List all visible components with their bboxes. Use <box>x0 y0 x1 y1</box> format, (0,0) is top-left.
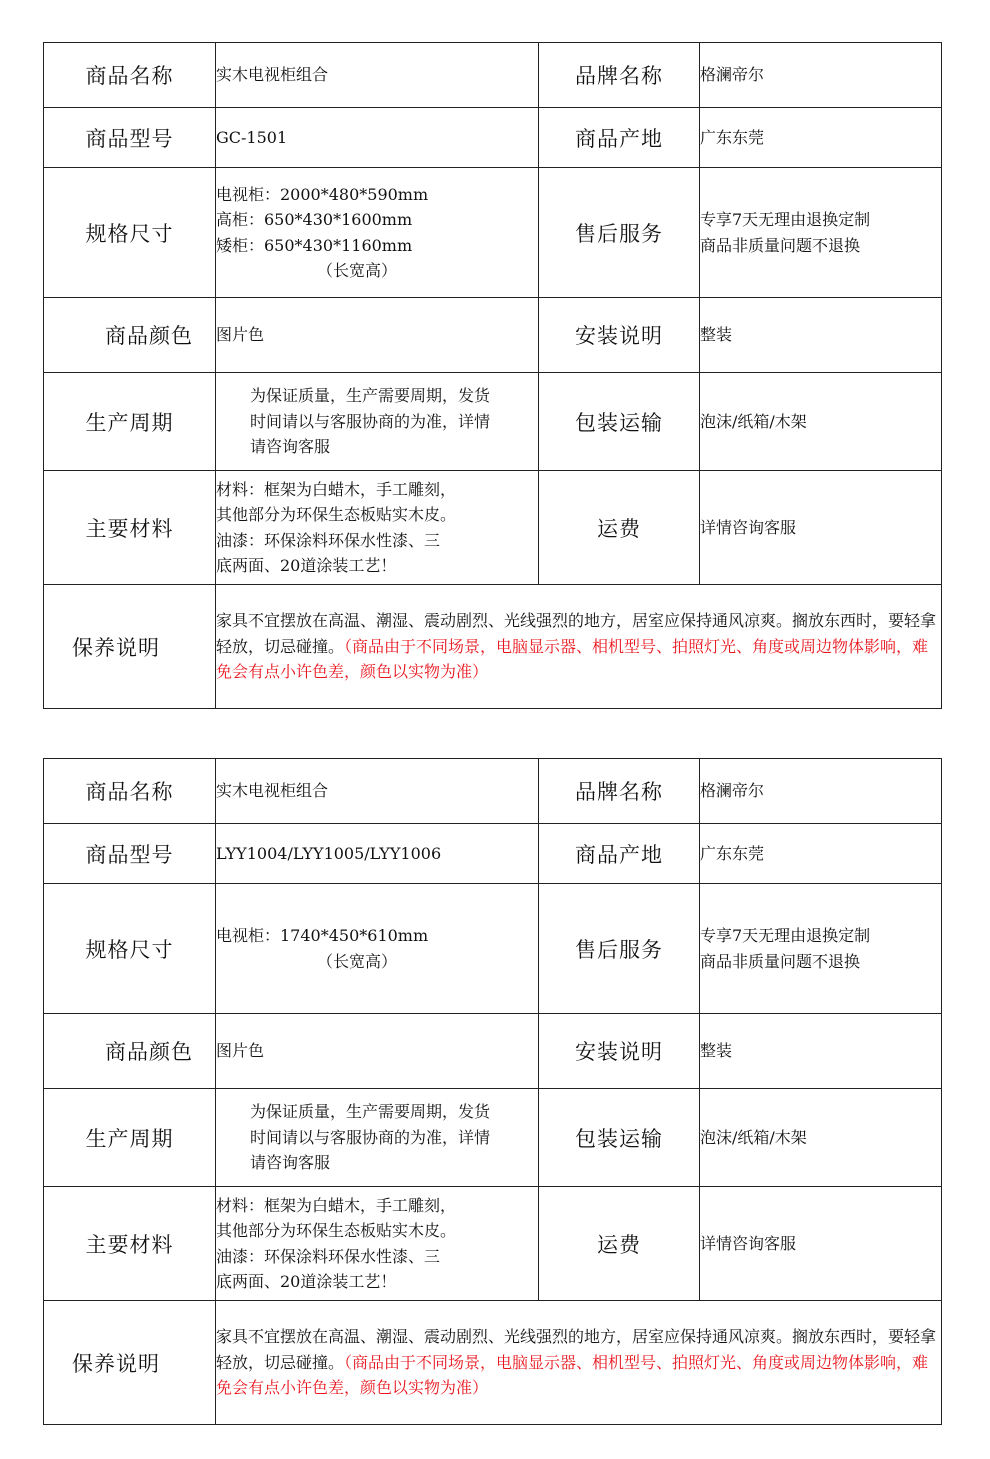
brand-label: 品牌名称 <box>539 43 700 108</box>
model-line: LYY1004/LYY1005/LYY1006 <box>216 843 442 863</box>
color-label: 商品颜色 <box>44 298 216 373</box>
shipping-value <box>700 1187 942 1301</box>
production-cycle-line: 时间请以与客服协商的为准，详情 <box>250 1127 491 1147</box>
color-line: 图片色 <box>216 1041 265 1061</box>
model-line: GC-1501 <box>216 127 288 147</box>
after-sales-line: 专享7天无理由退换定制 <box>700 210 871 229</box>
origin-value <box>700 108 942 168</box>
after-sales-label: 售后服务 <box>539 884 700 1014</box>
materials-value <box>216 471 539 585</box>
product-name-value <box>216 759 539 824</box>
table-row <box>44 1014 942 1089</box>
after-sales-value <box>700 168 942 298</box>
materials-line: 其他部分为环保生态板贴实木皮。 <box>216 505 457 524</box>
production-cycle-value <box>216 1089 539 1187</box>
color-disclaimer: （商品由于不同场景，电脑显示器、相机型号、拍照灯光、角度或周边物体影响，难免会有点小许色差，颜色以实物为准） <box>216 1352 929 1398</box>
table-row-care <box>44 585 942 709</box>
production-cycle-line: 请咨询客服 <box>250 1153 331 1173</box>
dimensions-line: 电视柜：2000*480*590mm <box>216 184 429 204</box>
materials-line: 底两面、20道涂装工艺！ <box>216 556 397 575</box>
packaging-value <box>700 1089 942 1187</box>
production-cycle-value <box>216 373 539 471</box>
origin-line: 广东东莞 <box>700 127 765 147</box>
after-sales-label: 售后服务 <box>539 168 700 298</box>
installation-value <box>700 1014 942 1089</box>
dimensions-line: 电视柜：1740*450*610mm <box>216 926 429 945</box>
care-instructions-value <box>216 1301 942 1425</box>
shipping-label: 运费 <box>539 471 700 585</box>
dimensions-line: 矮柜：650*430*1160mm <box>216 235 413 255</box>
product-name-label: 商品名称 <box>44 43 216 108</box>
shipping-value <box>700 471 942 585</box>
production-cycle-line: 请咨询客服 <box>250 437 331 457</box>
origin-value <box>700 824 942 884</box>
origin-label: 商品产地 <box>539 108 700 168</box>
product-name-label: 商品名称 <box>44 759 216 824</box>
table-row <box>44 43 942 108</box>
table-row <box>44 168 942 298</box>
materials-line: 材料：框架为白蜡木，手工雕刻， <box>216 479 457 499</box>
installation-label: 安装说明 <box>539 298 700 373</box>
dimensions-value <box>216 168 539 298</box>
materials-line: 油漆：环保涂料环保水性漆、三 <box>216 1246 441 1266</box>
brand-value <box>700 759 942 824</box>
color-value <box>216 1014 539 1089</box>
production-cycle-line: 为保证质量，生产需要周期，发货 <box>250 1102 491 1122</box>
spec-table <box>43 42 942 709</box>
brand-value <box>700 43 942 108</box>
table-row <box>44 1089 942 1187</box>
model-label: 商品型号 <box>44 824 216 884</box>
table-row <box>44 108 942 168</box>
color-disclaimer: （商品由于不同场景，电脑显示器、相机型号、拍照灯光、角度或周边物体影响，难免会有点小许色差，颜色以实物为准） <box>216 636 929 682</box>
care-instructions-value <box>216 585 942 709</box>
dimension-unit-note: （长宽高） <box>316 261 397 280</box>
brand-label: 品牌名称 <box>539 759 700 824</box>
packaging-label: 包装运输 <box>539 1089 700 1187</box>
table-row <box>44 1187 942 1301</box>
production-cycle-label: 生产周期 <box>44 373 216 471</box>
materials-line: 油漆：环保涂料环保水性漆、三 <box>216 530 441 550</box>
spec-table <box>43 758 942 1425</box>
after-sales-value <box>700 884 942 1014</box>
model-value <box>216 824 539 884</box>
brand-line: 格澜帝尔 <box>700 781 765 801</box>
product-name-value <box>216 43 539 108</box>
production-cycle-line: 为保证质量，生产需要周期，发货 <box>250 386 491 406</box>
model-value <box>216 108 539 168</box>
materials-label: 主要材料 <box>44 471 216 585</box>
after-sales-line: 商品非质量问题不退换 <box>700 951 861 971</box>
materials-label: 主要材料 <box>44 1187 216 1301</box>
table-row <box>44 373 942 471</box>
dimensions-line: 高柜：650*430*1600mm <box>216 210 413 229</box>
after-sales-line: 商品非质量问题不退换 <box>700 235 861 255</box>
table-row <box>44 471 942 585</box>
dimensions-label: 规格尺寸 <box>44 884 216 1014</box>
packaging-line: 泡沫/纸箱/木架 <box>700 411 807 431</box>
table-row-care <box>44 1301 942 1425</box>
packaging-label: 包装运输 <box>539 373 700 471</box>
installation-label: 安装说明 <box>539 1014 700 1089</box>
brand-line: 格澜帝尔 <box>700 65 765 85</box>
care-instructions-label: 保养说明 <box>44 1301 216 1425</box>
packaging-line: 泡沫/纸箱/木架 <box>700 1127 807 1147</box>
after-sales-line: 专享7天无理由退换定制 <box>700 926 871 945</box>
table-row <box>44 884 942 1014</box>
dimension-unit-note: （长宽高） <box>316 951 397 971</box>
care-text: 家具不宜摆放在高温、潮湿、震动剧烈、光线强烈的地方，居室应保持通风凉爽。搁放东西时，要轻拿轻放，切忌碰撞。 <box>216 611 937 656</box>
materials-line: 其他部分为环保生态板贴实木皮。 <box>216 1221 457 1240</box>
dimensions-label: 规格尺寸 <box>44 168 216 298</box>
materials-value <box>216 1187 539 1301</box>
shipping-line: 详情咨询客服 <box>700 1233 797 1253</box>
care-text: 家具不宜摆放在高温、潮湿、震动剧烈、光线强烈的地方，居室应保持通风凉爽。搁放东西时，要轻拿轻放，切忌碰撞。 <box>216 1327 937 1372</box>
origin-line: 广东东莞 <box>700 843 765 863</box>
shipping-line: 详情咨询客服 <box>700 517 797 537</box>
shipping-label: 运费 <box>539 1187 700 1301</box>
installation-value <box>700 298 942 373</box>
product-name-line: 实木电视柜组合 <box>216 781 329 801</box>
care-instructions-label: 保养说明 <box>44 585 216 709</box>
table-row <box>44 759 942 824</box>
product-name-line: 实木电视柜组合 <box>216 65 329 85</box>
installation-line: 整装 <box>700 325 733 345</box>
production-cycle-label: 生产周期 <box>44 1089 216 1187</box>
production-cycle-line: 时间请以与客服协商的为准，详情 <box>250 411 491 431</box>
model-label: 商品型号 <box>44 108 216 168</box>
materials-line: 材料：框架为白蜡木，手工雕刻， <box>216 1195 457 1215</box>
table-row <box>44 824 942 884</box>
materials-line: 底两面、20道涂装工艺！ <box>216 1272 397 1291</box>
color-line: 图片色 <box>216 325 265 345</box>
color-value <box>216 298 539 373</box>
installation-line: 整装 <box>700 1041 733 1061</box>
origin-label: 商品产地 <box>539 824 700 884</box>
color-label: 商品颜色 <box>44 1014 216 1089</box>
table-row <box>44 298 942 373</box>
packaging-value <box>700 373 942 471</box>
dimensions-value <box>216 884 539 1014</box>
